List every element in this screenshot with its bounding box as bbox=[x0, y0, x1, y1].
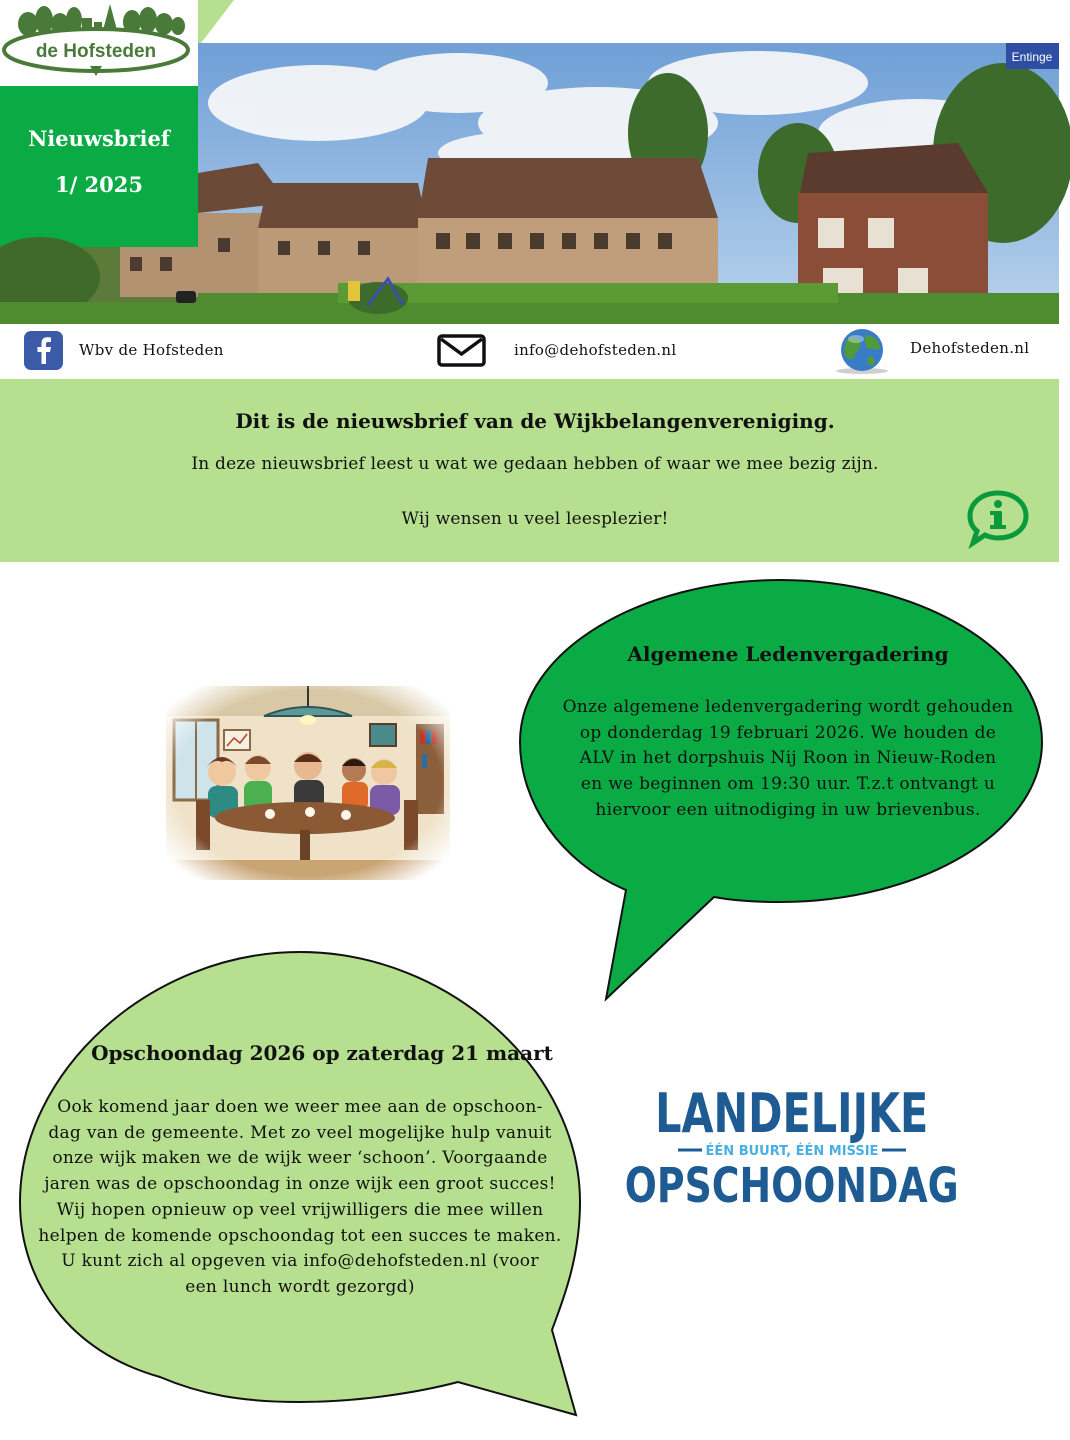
meeting-illustration bbox=[160, 680, 456, 886]
facebook-link[interactable]: Wbv de Hofsteden bbox=[79, 341, 224, 359]
decorative-corner bbox=[198, 0, 234, 47]
globe-icon[interactable] bbox=[832, 327, 892, 375]
alv-body-line: ALV in het dorpshuis Nij Roon in Nieuw-Roden bbox=[579, 748, 997, 769]
landelijke-opschoondag-logo bbox=[624, 1080, 959, 1215]
email-link[interactable]: info@dehofsteden.nl bbox=[514, 341, 677, 359]
header-photo-left bbox=[0, 247, 198, 324]
intro-section bbox=[0, 379, 1059, 562]
opschoondag-body-line: dag van de gemeente. Met zo veel mogelijke hulp vanuit bbox=[48, 1122, 552, 1143]
logo-tagline: ÉÉN BUURT, ÉÉN MISSIE bbox=[705, 1144, 879, 1159]
opschoondag-title: Opschoondag 2026 op zaterdag 21 maart bbox=[91, 1041, 553, 1065]
street-sign-text: Entinge bbox=[1011, 50, 1053, 64]
alv-body bbox=[560, 695, 1016, 824]
issue-number: 1/ 2025 bbox=[54, 172, 144, 197]
logo-line2: OPSCHOONDAG bbox=[624, 1158, 959, 1215]
logo bbox=[0, 0, 198, 86]
facebook-icon[interactable] bbox=[24, 331, 63, 370]
logo-text: de Hofsteden bbox=[35, 41, 157, 62]
alv-body-line: hiervoor een uitnodiging in uw brievenbus. bbox=[595, 799, 981, 820]
opschoondag-body-line: Wij hopen opnieuw op veel vrijwilligers die mee willen bbox=[56, 1199, 544, 1220]
newsletter-badge bbox=[0, 86, 198, 247]
speech-bubbles bbox=[0, 562, 1059, 1440]
alv-body-line: Onze algemene ledenvergadering wordt gehouden bbox=[562, 697, 1014, 717]
opschoondag-body-line: Ook komend jaar doen we weer mee aan de opschoon- bbox=[57, 1097, 543, 1117]
alv-body-line: op donderdag 19 februari 2026. We houden de bbox=[579, 722, 997, 743]
intro-closing: Wij wensen u veel leesplezier! bbox=[401, 509, 669, 529]
intro-text: In deze nieuwsbrief leest u wat we gedaan hebben of waar we mee bezig zijn. bbox=[191, 454, 879, 474]
alv-title: Algemene Ledenvergadering bbox=[627, 642, 949, 666]
opschoondag-body bbox=[36, 1095, 564, 1301]
header-photo bbox=[198, 43, 1059, 324]
envelope-icon[interactable] bbox=[437, 334, 486, 367]
alv-body-line: en we beginnen om 19:30 uur. T.z.t ontvangt u bbox=[580, 774, 996, 795]
newsletter-label: Nieuwsbrief bbox=[28, 126, 170, 151]
intro-title: Dit is de nieuwsbrief van de Wijkbelangenvereniging. bbox=[235, 409, 835, 433]
logo-line1: LANDELIJKE bbox=[655, 1082, 929, 1146]
opschoondag-body-line: jaren was de opschoondag in onze wijk een groot succes! bbox=[44, 1174, 556, 1195]
opschoondag-body-line: U kunt zich al opgeven via info@dehofsteden.nl (voor bbox=[61, 1251, 539, 1272]
opschoondag-body-line: onze wijk maken we de wijk weer ‘schoon’. Voorgaande bbox=[52, 1148, 548, 1169]
opschoondag-body-line: een lunch wordt gezorgd) bbox=[185, 1276, 415, 1297]
contact-bar bbox=[0, 324, 1059, 379]
logo-graphic bbox=[0, 0, 198, 86]
opschoondag-body-line: helpen de komende opschoondag tot een succes te maken. bbox=[38, 1225, 562, 1246]
info-icon bbox=[966, 489, 1030, 547]
website-link[interactable]: Dehofsteden.nl bbox=[910, 339, 1030, 357]
